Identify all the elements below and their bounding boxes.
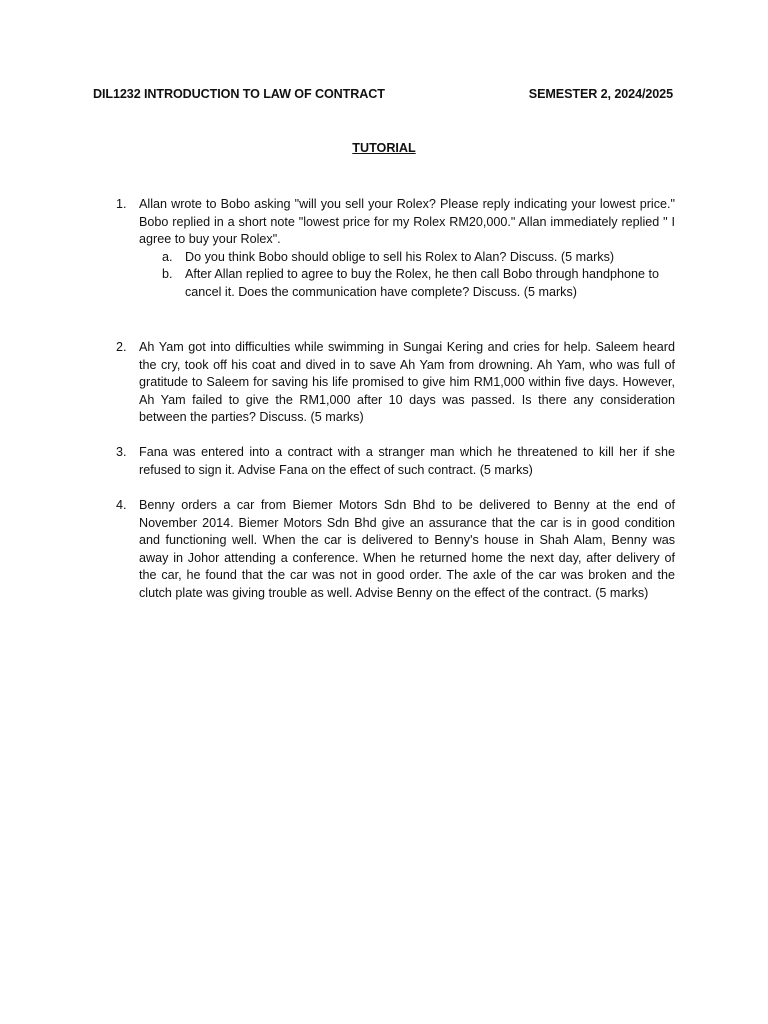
question-2 (116, 339, 675, 427)
question-text: Fana was entered into a contract with a stranger man which he threatened to kill her if she refused to sign it. Advise Fana on the effect of such contract. (5 marks) (139, 445, 675, 477)
sub-question-b (116, 266, 675, 301)
question-text: Allan wrote to Bobo asking "will you sell your Rolex? Please reply indicating your lowest price." Bobo replied in a short note "lowest price for my Rolex RM20,000." Allan immediately replied " I agree to buy your Rolex". (139, 197, 675, 247)
question-number: 2. (116, 340, 127, 354)
question-1 (116, 196, 675, 302)
question-4 (116, 497, 675, 603)
question-3 (116, 444, 675, 479)
semester-label: SEMESTER 2, 2024/2025 (528, 87, 673, 101)
question-number: 4. (116, 498, 127, 512)
page-header (93, 87, 673, 105)
question-text: Ah Yam got into difficulties while swimming in Sungai Kering and cries for help. Saleem heard the cry, took off his coat and dived in to save Ah Yam from drowning. Ah Yam, who was full of gratitude to Saleem for saving his life promised to give him RM1,000 within five days. However, Ah Yam failed to give the RM1,000 after 10 days was passed. Is there any consideration between the parties? Discuss. (5 marks) (139, 340, 675, 425)
question-number: 1. (116, 197, 127, 211)
sub-question-letter: a. (162, 249, 173, 264)
question-text: Benny orders a car from Biemer Motors Sdn Bhd to be delivered to Benny at the end of November 2014. Biemer Motors Sdn Bhd give an assurance that the car is in good condition and functioning well. When the car is delivered to Benny's house in Shah Alam, Benny was away in Johor attending a conference. When he returned home the next day, after delivery of the car, he found that the car was not in good order. The axle of the car was broken and the clutch plate was giving trouble as well. Advise Benny on the effect of the contract. (5 marks) (139, 498, 675, 600)
question-number: 3. (116, 445, 127, 459)
sub-question-a (116, 249, 675, 267)
sub-question-text: After Allan replied to agree to buy the Rolex, he then call Bobo through handphone to cancel it. Does the communication have complete? Discuss. (5 marks) (185, 267, 659, 299)
page-title: TUTORIAL (352, 141, 416, 155)
sub-question-text: Do you think Bobo should oblige to sell his Rolex to Alan? Discuss. (5 marks) (185, 249, 615, 264)
course-title: DIL1232 INTRODUCTION TO LAW OF CONTRACT (93, 87, 385, 101)
sub-question-letter: b. (162, 267, 173, 282)
